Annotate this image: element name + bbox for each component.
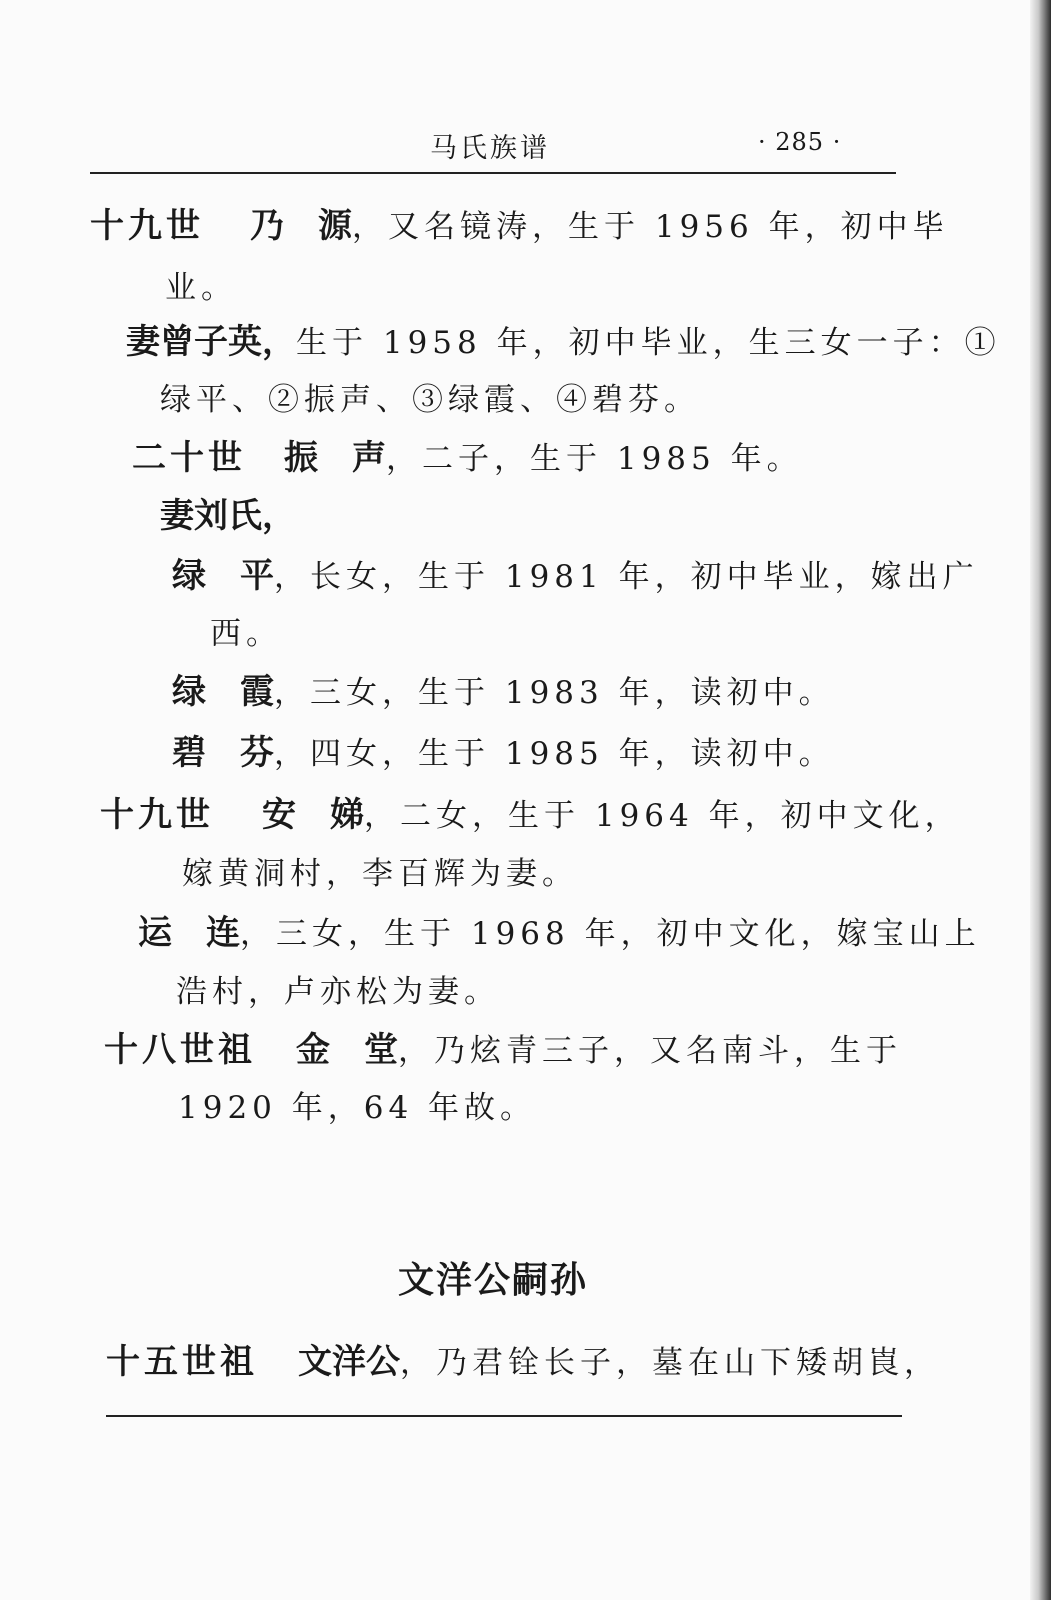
entry-line	[160, 496, 296, 537]
entry-line	[106, 1342, 940, 1383]
spouse-name: 妻刘氏，	[160, 496, 296, 536]
entry-continuation	[165, 268, 237, 308]
generation-label: 十八世祖	[104, 1030, 256, 1070]
entry-description-cont: 业。	[165, 270, 237, 306]
running-title: 马氏族谱	[430, 133, 550, 164]
entry-line	[172, 672, 835, 713]
entry-line	[126, 322, 1001, 363]
entry-line	[132, 438, 803, 479]
section-heading: 文洋公嗣孙	[398, 1260, 589, 1301]
entry-description: ，长女，生于 1981 年，初中毕业，嫁出广	[274, 559, 979, 595]
person-name: 金 堂	[296, 1030, 398, 1070]
page-number: · 285 ·	[758, 128, 842, 156]
page-header	[90, 118, 895, 168]
entry-description: ，四女，生于 1985 年，读初中。	[274, 736, 835, 772]
entry-description-cont: 绿平、②振声、③绿霞、④碧芬。	[160, 382, 700, 418]
footer-rule	[106, 1415, 902, 1417]
entry-continuation	[160, 380, 700, 420]
person-name: 运 连	[138, 913, 240, 953]
generation-label: 二十世	[132, 438, 246, 478]
entry-description: 生于 1958 年，初中毕业，生三女一子：①	[296, 325, 1001, 361]
header-rule	[90, 172, 896, 174]
generation-label: 十九世	[90, 206, 204, 246]
person-name: 文洋公	[298, 1342, 400, 1382]
entry-line	[138, 913, 981, 954]
person-name: 碧 芬	[172, 733, 274, 773]
entry-description-cont: 浩村，卢亦松为妻。	[176, 974, 500, 1010]
entry-description-cont: 1920 年，64 年故。	[178, 1090, 537, 1126]
entry-line	[172, 556, 979, 597]
entry-line	[100, 795, 961, 836]
entry-continuation	[210, 614, 282, 654]
entry-description: ，三女，生于 1968 年，初中文化，嫁宝山上	[240, 916, 981, 952]
entry-description: ，又名镜涛，生于 1956 年，初中毕	[352, 209, 949, 245]
spouse-name: 妻曾子英，	[126, 322, 296, 362]
entry-description-cont: 西。	[210, 616, 282, 652]
person-name: 绿 平	[172, 556, 274, 596]
entry-description-cont: 嫁黄洞村，李百辉为妻。	[182, 856, 578, 892]
person-name: 乃 源	[250, 206, 352, 246]
entry-description: ，三女，生于 1983 年，读初中。	[274, 675, 835, 711]
person-name: 绿 霞	[172, 672, 274, 712]
entry-description: ，二女，生于 1964 年，初中文化，	[364, 798, 961, 834]
person-name: 安 娣	[262, 795, 364, 835]
entry-description: ，二子，生于 1985 年。	[386, 441, 803, 477]
entry-description: ，乃君铨长子，墓在山下矮胡崀，	[400, 1345, 940, 1381]
generation-label: 十五世祖	[106, 1342, 258, 1382]
entry-description: ，乃炫青三子，又名南斗，生于	[398, 1033, 902, 1069]
entry-continuation	[182, 854, 578, 894]
entry-continuation	[176, 972, 500, 1012]
entry-line	[104, 1030, 902, 1071]
person-name: 振 声	[284, 438, 386, 478]
entry-line	[90, 206, 949, 247]
entry-line	[172, 733, 835, 774]
entry-continuation	[178, 1088, 536, 1128]
generation-label: 十九世	[100, 795, 214, 835]
scan-edge-shadow	[1030, 0, 1051, 1600]
